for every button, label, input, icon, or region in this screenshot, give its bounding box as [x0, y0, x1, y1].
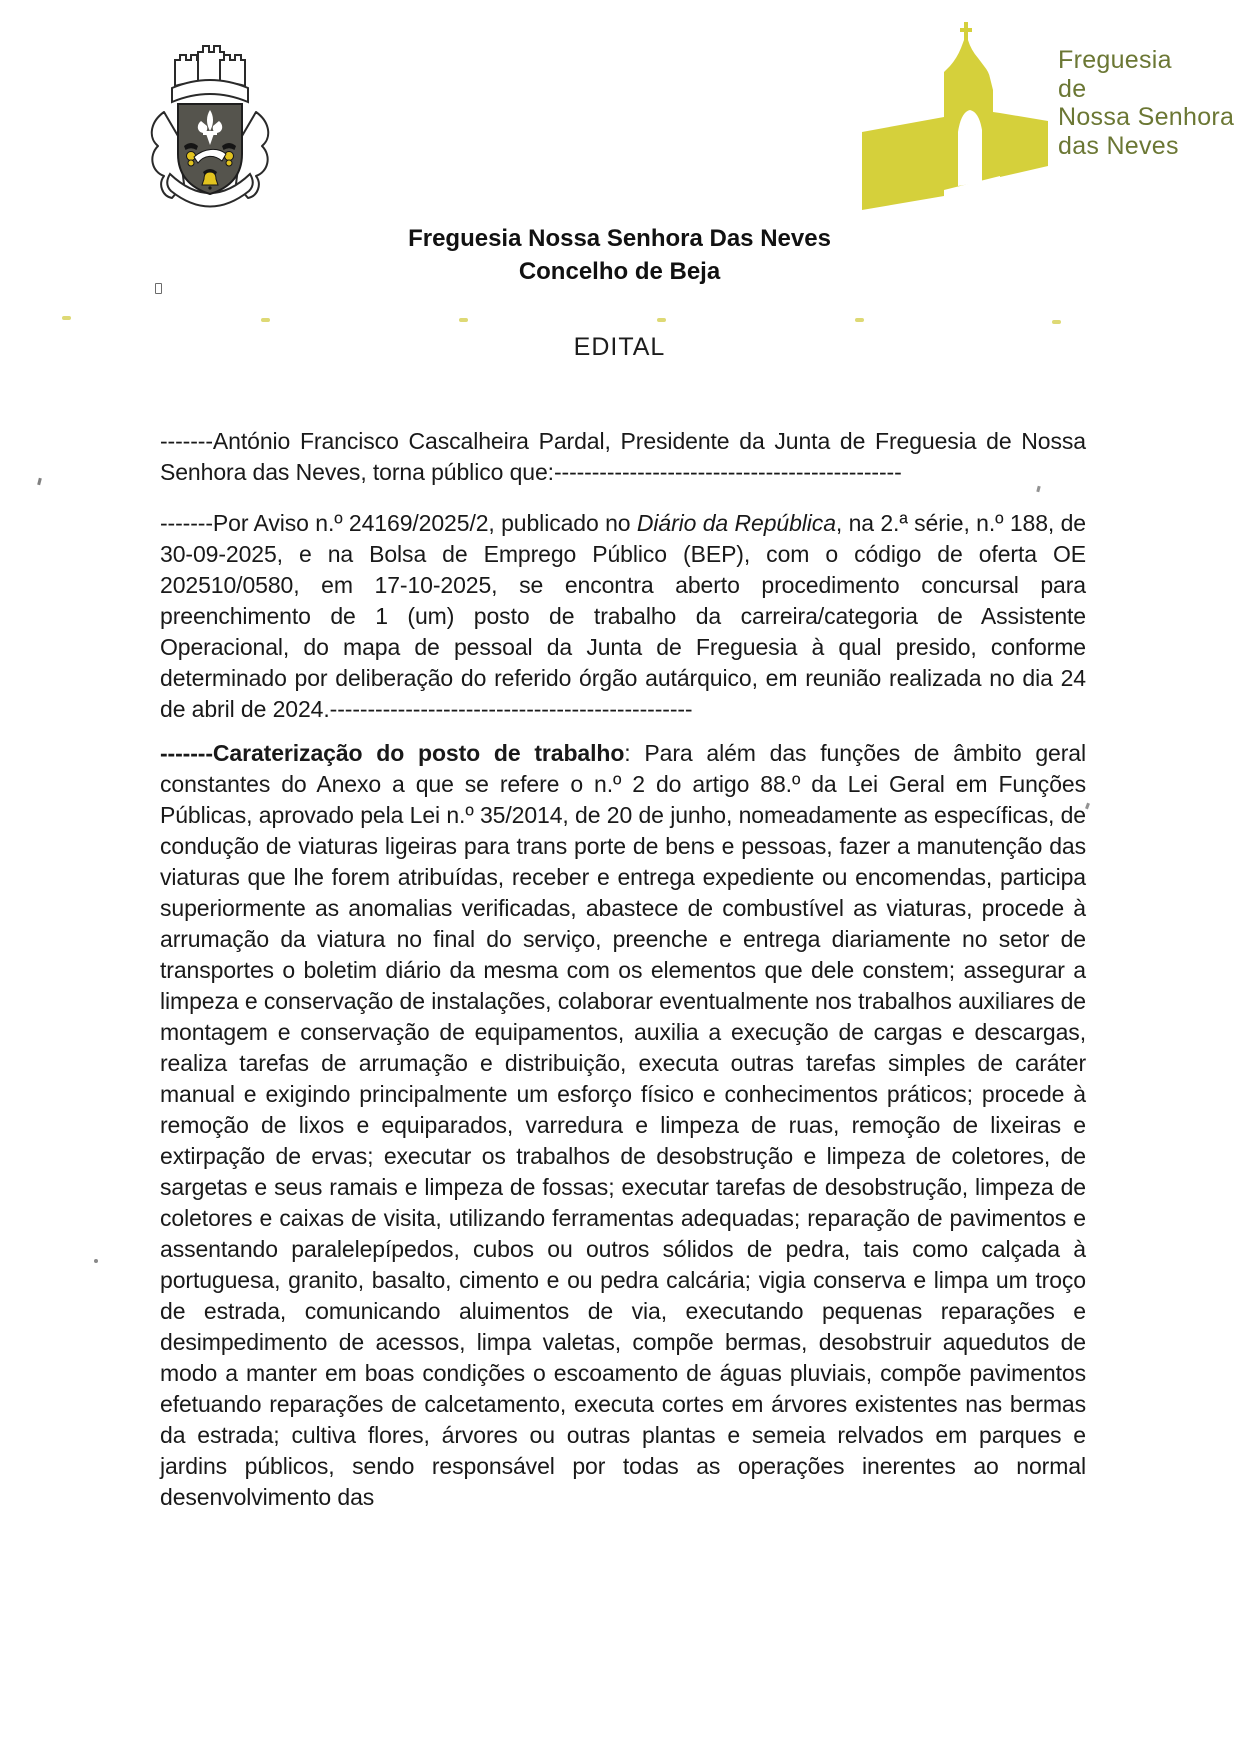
- org-title-block: [0, 222, 1239, 288]
- scan-speck: [855, 318, 864, 322]
- section-heading-inline: -------Caraterização do posto de trabalho: [160, 740, 625, 766]
- paragraph-text: -------Por Aviso n.º 24169/2025/2, publicado no: [160, 510, 637, 536]
- church-arch-icon: [860, 20, 1052, 212]
- org-subtitle: Concelho de Beja: [518, 258, 721, 285]
- org-name: Freguesia Nossa Senhora Das Neves: [408, 225, 831, 252]
- scan-artifact: [94, 1259, 98, 1263]
- paragraph-caraterizacao: [160, 738, 1086, 1513]
- logo-text-line: Nossa Senhora: [1058, 103, 1235, 131]
- scan-speck: [657, 318, 666, 322]
- logo-text-line: das Neves: [1058, 131, 1179, 160]
- freguesia-logo: [860, 20, 1052, 212]
- paragraph-text: -------António Francisco Cascalheira Pardal, Presidente da Junta de Freguesia de Nossa Senhora das Neves, torna público que:----------------------------------------------: [160, 428, 1086, 485]
- scan-speck: [62, 316, 71, 320]
- scan-speck: [459, 318, 468, 322]
- coat-of-arms-icon: [142, 26, 278, 216]
- scan-speck: [1052, 320, 1061, 324]
- journal-name: Diário da República: [636, 510, 836, 536]
- logo-text-line: Freguesia: [1058, 46, 1172, 74]
- coat-of-arms: [142, 26, 278, 216]
- paragraph-text: , na 2.ª série, n.º 188, de 30-09-2025, e na Bolsa de Emprego Público (BEP), com o código de oferta OE 202510/0580, em 17-10-2025, se encontra aberto procedimento concursal para preenchimento de 1 (um) posto de trabalho da carreira/categoria de Assistente Operacional, do mapa de pessoal da Junta de Freguesia à qual presido, conforme determinado por deliberação do referido órgão autárquico, em reunião realizada no dia 24 de abril de 2024.------------------------------------------------: [160, 510, 1086, 722]
- scan-artifact: [37, 478, 42, 486]
- crown-band: [172, 80, 248, 102]
- freguesia-logo-text: [1058, 46, 1234, 160]
- logo-text-line: de: [1058, 74, 1087, 103]
- document-body: [160, 426, 1086, 1513]
- scan-speck: [261, 318, 270, 322]
- scan-artifact: [155, 283, 162, 294]
- paragraph-text: : Para além das funções de âmbito geral constantes do Anexo a que se refere o n.º 2 do artigo 88.º da Lei Geral em Funções Públicas, aprovado pela Lei n.º 35/2014, de 20 de junho, nomeadamente as específicas, de condução de viaturas ligeiras para trans porte de bens e pessoas, fazer a manutenção das viaturas que lhe forem atribuídas, receber e entrega expediente ou encomendas, participa superiormente as anomalias verificadas, abastece de combustível as viaturas, procede à arrumação da viatura no final do serviço, preenche e entrega diariamente no setor de transportes o boletim diário da mesma com os elementos que dele constem; assegurar a limpeza e conservação de instalações, colaborar eventualmente nos trabalhos auxiliares de montagem e conservação de equipamentos, auxilia a execução de cargas e descargas, realiza tarefas de arrumação e distribuição, executa outras tarefas simples de caráter manual e exigindo principalmente um esforço físico e conhecimentos práticos; procede à remoção de lixos e equiparados, varredura e limpeza de ruas, remoção de lixeiras e extirpação de ervas; executar os trabalhos de desobstrução e limpeza de coletores, de sargetas e seus ramais e limpeza de fossas; executar tarefas de desobstrução, limpeza de coletores e caixas de visita, utilizando ferramentas adequadas; reparação de pavimentos e assentando paralelepípedos, cubos ou outros sólidos de pedra, tais como calçada à portuguesa, granito, basalto, cimento e ou pedra calcária; vigia conserva e limpa um troço de estrada, comunicando aluimentos de via, executando pequenas reparações e desimpedimento de acessos, limpa valetas, compõe bermas, desobstruir aquedutos de modo a manter em boas condições o escoamento de águas pluviais, compõe pavimentos efetuando reparações de calcetamento, executa cortes em árvores existentes nas bermas da estrada; cultiva flores, árvores ou outras plantas e semeia relvados em parques e jardins públicos, sendo responsável por todas as operações inerentes ao normal desenvolvimento das: [160, 740, 1087, 1510]
- document-title: EDITAL: [573, 333, 666, 361]
- paragraph-intro: [160, 426, 1086, 488]
- paragraph-aviso: [160, 508, 1086, 725]
